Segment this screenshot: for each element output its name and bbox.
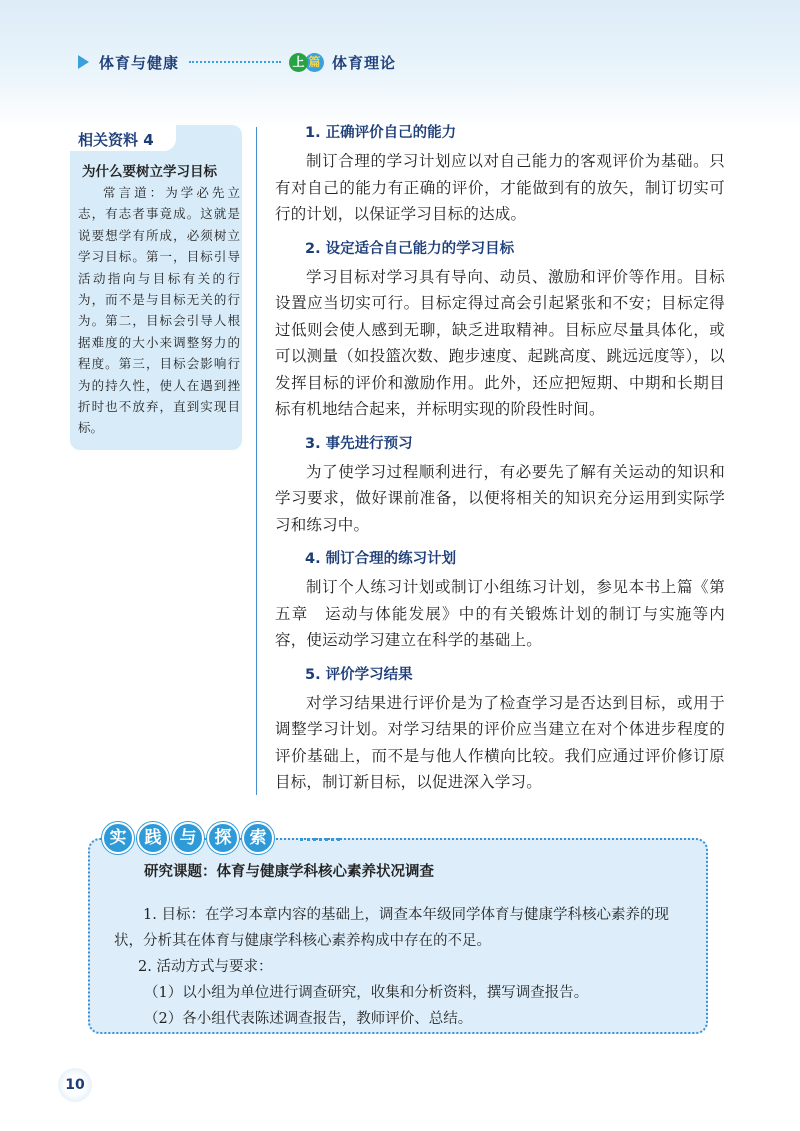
sidebar-body: 常言道：为学必先立志，有志者事竟成。这就是说要想学有所成，必须树立学习目标。第一，目标引导活动指向与目标有关的行为，而不是与目标无关的行为。第二，目标会引导人根据难度的大小来调整努力的程度。第三，目标会影响行为的持久性，使人在遇到挫折时也不放弃，直到实现目标。 [78, 185, 240, 436]
book-title: 体育与健康 [99, 53, 180, 72]
practice-item: 2. 活动方式与要求： [138, 959, 273, 975]
practice-topic: 研究课题：体育与健康学科核心素养状况调查 [144, 864, 434, 880]
section-text: 学习目标对学习具有导向、动员、激励和评价等作用。目标设置应当切实可行。目标定得过高会引起紧张和不安；目标定得过低则会使人感到无聊，缺乏进取精神。目标应尽量具体化，或可以测量（如投篮次数、跑步速度、起跳高度、跳远远度等），以发挥目标的评价和激励作用。此外，还应把短期、中期和长期目标有机地结合起来，并标明实现的阶段性时间。 [275, 267, 725, 418]
badge-char: 篇 [305, 53, 324, 72]
arrow-icon [78, 55, 89, 69]
section-heading: 4. 制订合理的练习计划 [305, 551, 457, 567]
section-text: 制订合理的学习计划应以对自己能力的客观评价为基础。只有对自己的能力有正确的评价，才能做到有的放矢，制订切实可行的计划，以保证学习目标的达成。 [275, 152, 725, 223]
section-title: 体育理论 [332, 53, 397, 72]
part-badge [289, 53, 324, 72]
practice-title-char: 践 [137, 822, 169, 854]
sidebar-label: 相关资料 4 [78, 131, 154, 149]
section-text: 为了使学习过程顺利进行，有必要先了解有关运动的知识和学习要求，做好课前准备，以便将相关的知识充分运用到实际学习和练习中。 [275, 462, 725, 534]
section-text: 制订个人练习计划或制订小组练习计划，参见本书上篇《第五章 运动与体能发展》中的有关锻炼计划的制订与实施等内容，使运动学习建立在科学的基础上。 [275, 578, 725, 649]
practice-title [102, 822, 277, 854]
section-heading: 2. 设定适合自己能力的学习目标 [305, 240, 515, 257]
section-text: 对学习结果进行评价是为了检查学习是否达到目标，或用于调整学习计划。对学习结果的评价应当建立在对个体进步程度的评价基础上，而不是与他人作横向比较。我们应通过评价修订原目标，制订新目标，以促进深入学习。 [275, 693, 725, 791]
practice-title-dots [300, 838, 340, 841]
section-heading: 1. 正确评价自己的能力 [305, 125, 457, 141]
header-divider [189, 61, 281, 63]
practice-item: 1. 目标：在学习本章内容的基础上，调查本年级同学体育与健康学科核心素养的现状，分析其在体育与健康学科核心素养构成中存在的不足。 [114, 907, 669, 949]
practice-title-char: 与 [172, 822, 204, 854]
badge-char: 上 [289, 53, 308, 72]
main-content [275, 118, 725, 802]
practice-title-char: 探 [207, 822, 239, 854]
practice-title-char: 索 [242, 822, 274, 854]
practice-subitem: （1）以小组为单位进行调查研究，收集和分析资料，撰写调查报告。 [144, 985, 589, 1001]
practice-subitem: （2）各小组代表陈述调查报告，教师评价、总结。 [144, 1011, 473, 1027]
page-header [78, 50, 396, 74]
section-heading: 3. 事先进行预习 [305, 435, 413, 452]
sidebar-title: 为什么要树立学习目标 [82, 164, 217, 180]
column-divider [256, 127, 257, 795]
section-heading: 5. 评价学习结果 [305, 666, 413, 683]
page-number: 10 [58, 1068, 92, 1102]
practice-title-char: 实 [102, 822, 134, 854]
